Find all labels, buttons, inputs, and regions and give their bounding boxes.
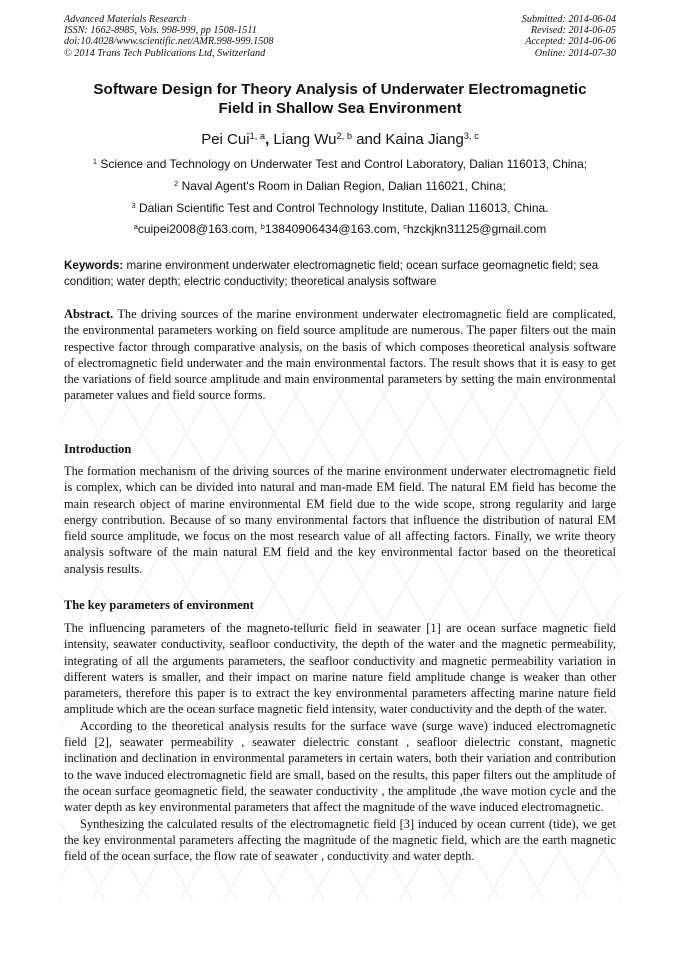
abstract: [64, 306, 616, 404]
abstract-text: The driving sources of the marine environment underwater electromagnetic field are complicated, the environmental parameters working on field source amplitude are numerous. The paper filters out the main respective factor through comparative analysis, on the basis of which composes theoretical analysis software of electromagnetic field underwater and the main environmental factors. The result shows that it is easy to get the variations of field source amplitude and main environmental parameters by setting the main environmental parameter values and field source forms.: [64, 307, 616, 403]
email-b: 13840906434@163.com,: [264, 222, 404, 236]
date-revised: Revised: 2014-06-05: [530, 25, 616, 37]
author-sep-2: and: [352, 131, 386, 148]
affiliation-3-sup: 3: [131, 200, 136, 210]
key-parameters-paragraph-2: According to the theoretical analysis results for the surface wave (surge wave) induced electromagnetic field [2], seawater permeability , seawater dielectric constant , seafloor dielectric constant, magnetic inclination and declination in environmental parameters in certain waters, both their variation and contribution to the wave induced electromagnetic field are small, based on the results, this paper filters out the amplitude of the ocean surface geomagnetic field, the seawater conductivity , the amplitude ,the wave motion cycle and the water depth as key environmental parameters that affect the magnitude of the wave induced electromagnetic.: [64, 718, 616, 815]
paper-title: [64, 80, 616, 118]
author-1: Pei Cui: [201, 131, 250, 148]
email-c: hzckjkn31125@gmail.com: [406, 222, 547, 236]
journal-header: [64, 14, 616, 59]
introduction-body: [64, 463, 616, 577]
author-3-sup: 3, c: [463, 130, 479, 141]
author-sep-1: ,: [265, 131, 274, 148]
journal-issn: ISSN: 1662-8985, Vols. 998-999, pp 1508-1511: [64, 25, 257, 37]
date-accepted: Accepted: 2014-06-06: [525, 36, 616, 48]
abstract-label: Abstract.: [64, 307, 114, 321]
key-parameters-heading: The key parameters of environment: [64, 598, 254, 612]
affiliation-3-text: Dalian Scientific Test and Control Technology Institute, Dalian 116013, China.: [138, 201, 549, 215]
journal-copyright: © 2014 Trans Tech Publications Ltd, Switzerland: [64, 47, 266, 59]
date-submitted: Submitted: 2014-06-04: [521, 14, 616, 25]
keywords-text: marine environment underwater electromagnetic field; ocean surface geomagnetic field; sea condition; water depth; electric conductivity; theoretical analysis software: [64, 259, 599, 288]
email-a-sup: a: [133, 221, 138, 231]
journal-info: [64, 14, 273, 59]
author-emails: [64, 222, 616, 236]
introduction-heading: Introduction: [64, 442, 132, 456]
publication-dates: [522, 14, 616, 59]
keywords: [64, 258, 616, 289]
email-b-sup: b: [260, 221, 265, 231]
affiliation-2-text: Naval Agent's Room in Dalian Region, Dalian 116021, China;: [181, 179, 506, 193]
author-3: Kaina Jiang: [385, 131, 464, 148]
journal-name: Advanced Materials Research: [64, 14, 187, 25]
author-2-sup: 2, b: [336, 130, 353, 141]
journal-doi: doi:10.4028/www.scientific.net/AMR.998-999.1508: [64, 36, 274, 48]
author-2: Liang Wu: [273, 131, 337, 148]
affiliation-3: [64, 201, 616, 215]
title-line-1: Software Design for Theory Analysis of Underwater Electromagnetic: [93, 81, 587, 98]
author-1-sup: 1, a: [249, 130, 266, 141]
title-line-2: Field in Shallow Sea Environment: [218, 100, 462, 117]
key-parameters-paragraph-1: The influencing parameters of the magneto-telluric field in seawater [1] are ocean surface magnetic field intensity, seawater conductivity, seafloor conductivity, the depth of the water and the magnetic permeability, integrating of all the arguments parameters, the seafloor conductivity and magnetic permeability variation in different waters is smaller, and their impact on marine nature field amplitude change is weaker than other parameters, therefore this paper is to extract the key environmental parameters affecting marine nature field amplitude which are the ocean surface magnetic field intensity, water conductivity and the depth of the water.: [64, 621, 616, 717]
affiliation-1-sup: 1: [92, 156, 98, 166]
affiliation-2: [64, 179, 616, 193]
email-c-sup: c: [403, 221, 407, 231]
introduction-paragraph: The formation mechanism of the driving sources of the marine environment underwater electromagnetic field is complex, which can be divided into natural and man-made EM field. The natural EM field has become the main research object of marine environmental EM field due to the wide scope, strong regularity and large energy contribution. Because of so many environmental factors that influence the distribution of natural EM field source amplitude, we focus on the most research value of all affecting factors. Finally, we write theory analysis software of the main natural EM field and the key environmental factor based on the theoretical analysis results.: [64, 464, 616, 576]
email-a: cuipei2008@163.com,: [137, 222, 261, 236]
affiliation-1-text: Science and Technology on Underwater Test and Control Laboratory, Dalian 116013, China;: [100, 157, 588, 171]
key-parameters-paragraph-3: Synthesizing the calculated results of the electromagnetic field [3] induced by ocean current (tide), we get the key environmental parameters affecting the magnitude of the magnetic field, which are the earth magnetic field of the ocean surface, the flow rate of seawater , conductivity and water depth.: [64, 816, 616, 864]
author-list: [64, 131, 616, 148]
affiliation-1: [64, 157, 616, 171]
keywords-label: Keywords:: [64, 259, 124, 272]
affiliation-2-sup: 2: [174, 178, 179, 188]
date-online: Online: 2014-07-30: [534, 47, 616, 59]
key-parameters-body: [64, 620, 616, 864]
